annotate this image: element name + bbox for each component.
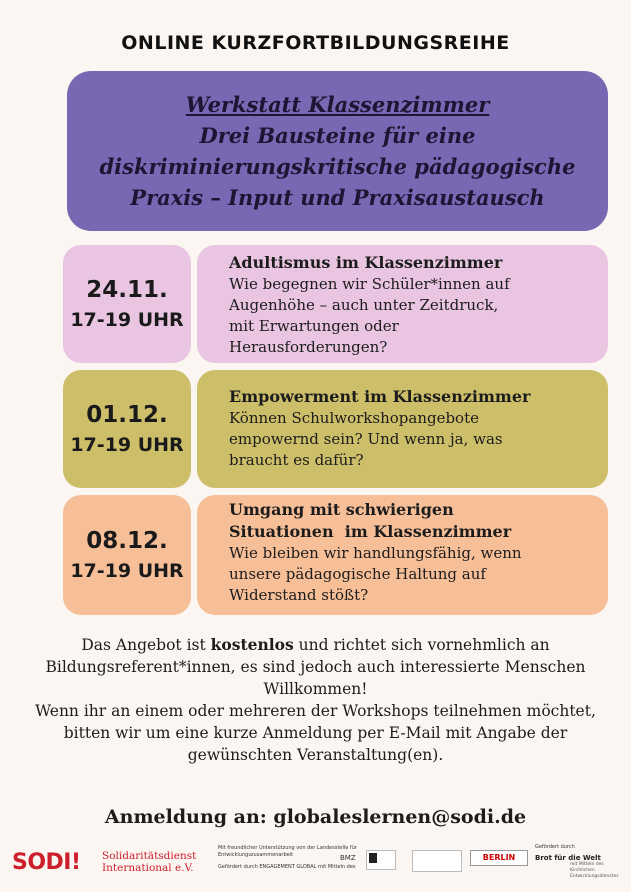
brot-fuer-die-welt-logo: Brot für die Welt xyxy=(535,854,601,862)
session-1-date: 24.11. xyxy=(86,277,168,303)
funded-by-note: Gefördert durch ENGAGEMENT GLOBAL mit Mitteln des xyxy=(218,864,356,870)
session-2-text-line: braucht es dafür? xyxy=(229,451,364,469)
session-3-text-line: unsere pädagogische Haltung auf xyxy=(229,565,486,583)
senate-department-logo xyxy=(412,850,462,872)
session-1-text-line: Wie begegnen wir Schüler*innen auf xyxy=(229,275,510,293)
session-1-date-box xyxy=(63,245,191,363)
info-paragraph xyxy=(0,634,631,766)
session-1-text-line: mit Erwartungen oder xyxy=(229,317,399,335)
session-2-time: 17-19 UHR xyxy=(70,434,184,456)
session-2 xyxy=(63,370,608,488)
brot-sub-note: mit Mitteln des Kirchlichen Entwicklungsdienstes xyxy=(570,862,619,879)
session-2-text-line: Können Schulworkshopangebote xyxy=(229,409,479,427)
info-line-3: Willkommen! xyxy=(263,680,368,698)
workshop-title-box xyxy=(67,71,608,231)
info-line-4: Wenn ihr an einem oder mehreren der Workshops teilnehmen möchtet, xyxy=(35,702,596,720)
support-line-2: Entwicklungszusammenarbeit xyxy=(218,852,294,858)
session-2-date: 01.12. xyxy=(86,402,168,428)
session-1-time: 17-19 UHR xyxy=(70,309,184,331)
session-2-date-box xyxy=(63,370,191,488)
session-3 xyxy=(63,495,608,615)
registration-email: Anmeldung an: globaleslernen@sodi.de xyxy=(104,806,527,828)
bmz-logo: BMZ xyxy=(340,854,356,862)
session-3-title-line: Situationen im Klassenzimmer xyxy=(229,522,512,541)
sodi-name-line-1: Solidaritätsdienst xyxy=(102,850,197,862)
session-1-title: Adultismus im Klassenzimmer xyxy=(229,253,503,272)
session-2-description-box xyxy=(197,370,608,488)
session-2-title: Empowerment im Klassenzimmer xyxy=(229,387,531,406)
eagle-icon xyxy=(369,853,377,863)
session-3-text-line: Wie bleiben wir handlungsfähig, wenn xyxy=(229,544,522,562)
session-1-text-line: Augenhöhe – auch unter Zeitdruck, xyxy=(229,296,499,314)
brot-funded-label: Gefördert durch xyxy=(535,844,575,850)
support-note xyxy=(218,845,357,859)
footer-logos xyxy=(0,838,631,892)
berlin-logo: BERLIN xyxy=(470,850,528,866)
title-line-1: Werkstatt Klassenzimmer xyxy=(185,92,490,117)
series-header: ONLINE KURZFORTBILDUNGSREIHE xyxy=(121,32,510,54)
session-2-text-line: empowernd sein? Und wenn ja, was xyxy=(229,430,503,448)
info-line-2: Bildungsreferent*innen, es sind jedoch auch interessierte Menschen xyxy=(45,658,586,676)
sodi-name-line-2: International e.V. xyxy=(102,862,194,874)
sodi-logo: SODI! xyxy=(12,850,81,875)
session-1-text-line: Herausforderungen? xyxy=(229,338,388,356)
session-3-date-box xyxy=(63,495,191,615)
info-line-5: bitten wir um eine kurze Anmeldung per E-Mail mit Angabe der xyxy=(63,724,568,742)
support-line-1: Mit freundlicher Unterstützung von der Landesstelle für xyxy=(218,845,357,851)
session-1-description-box xyxy=(197,245,608,363)
session-3-time: 17-19 UHR xyxy=(70,560,184,582)
session-3-title-line: Umgang mit schwierigen xyxy=(229,500,454,519)
info-line-6: gewünschten Veranstaltung(en). xyxy=(187,746,444,764)
session-3-description-box xyxy=(197,495,608,615)
session-3-date: 08.12. xyxy=(86,528,168,554)
session-1 xyxy=(63,245,608,363)
title-line-4: Praxis – Input und Praxisaustausch xyxy=(130,185,545,210)
info-line-1 xyxy=(0,634,631,656)
sodi-name xyxy=(102,850,196,874)
info-text: und richtet sich vornehmlich an xyxy=(293,636,550,654)
title-line-2: Drei Bausteine für eine xyxy=(199,123,476,148)
bmz-eagle-logo xyxy=(366,850,396,870)
title-line-3: diskriminierungskritische pädagogische xyxy=(99,154,576,179)
info-free-highlight: kostenlos xyxy=(210,635,294,654)
info-text: Das Angebot ist xyxy=(81,636,211,654)
session-3-text-line: Widerstand stößt? xyxy=(229,586,369,604)
